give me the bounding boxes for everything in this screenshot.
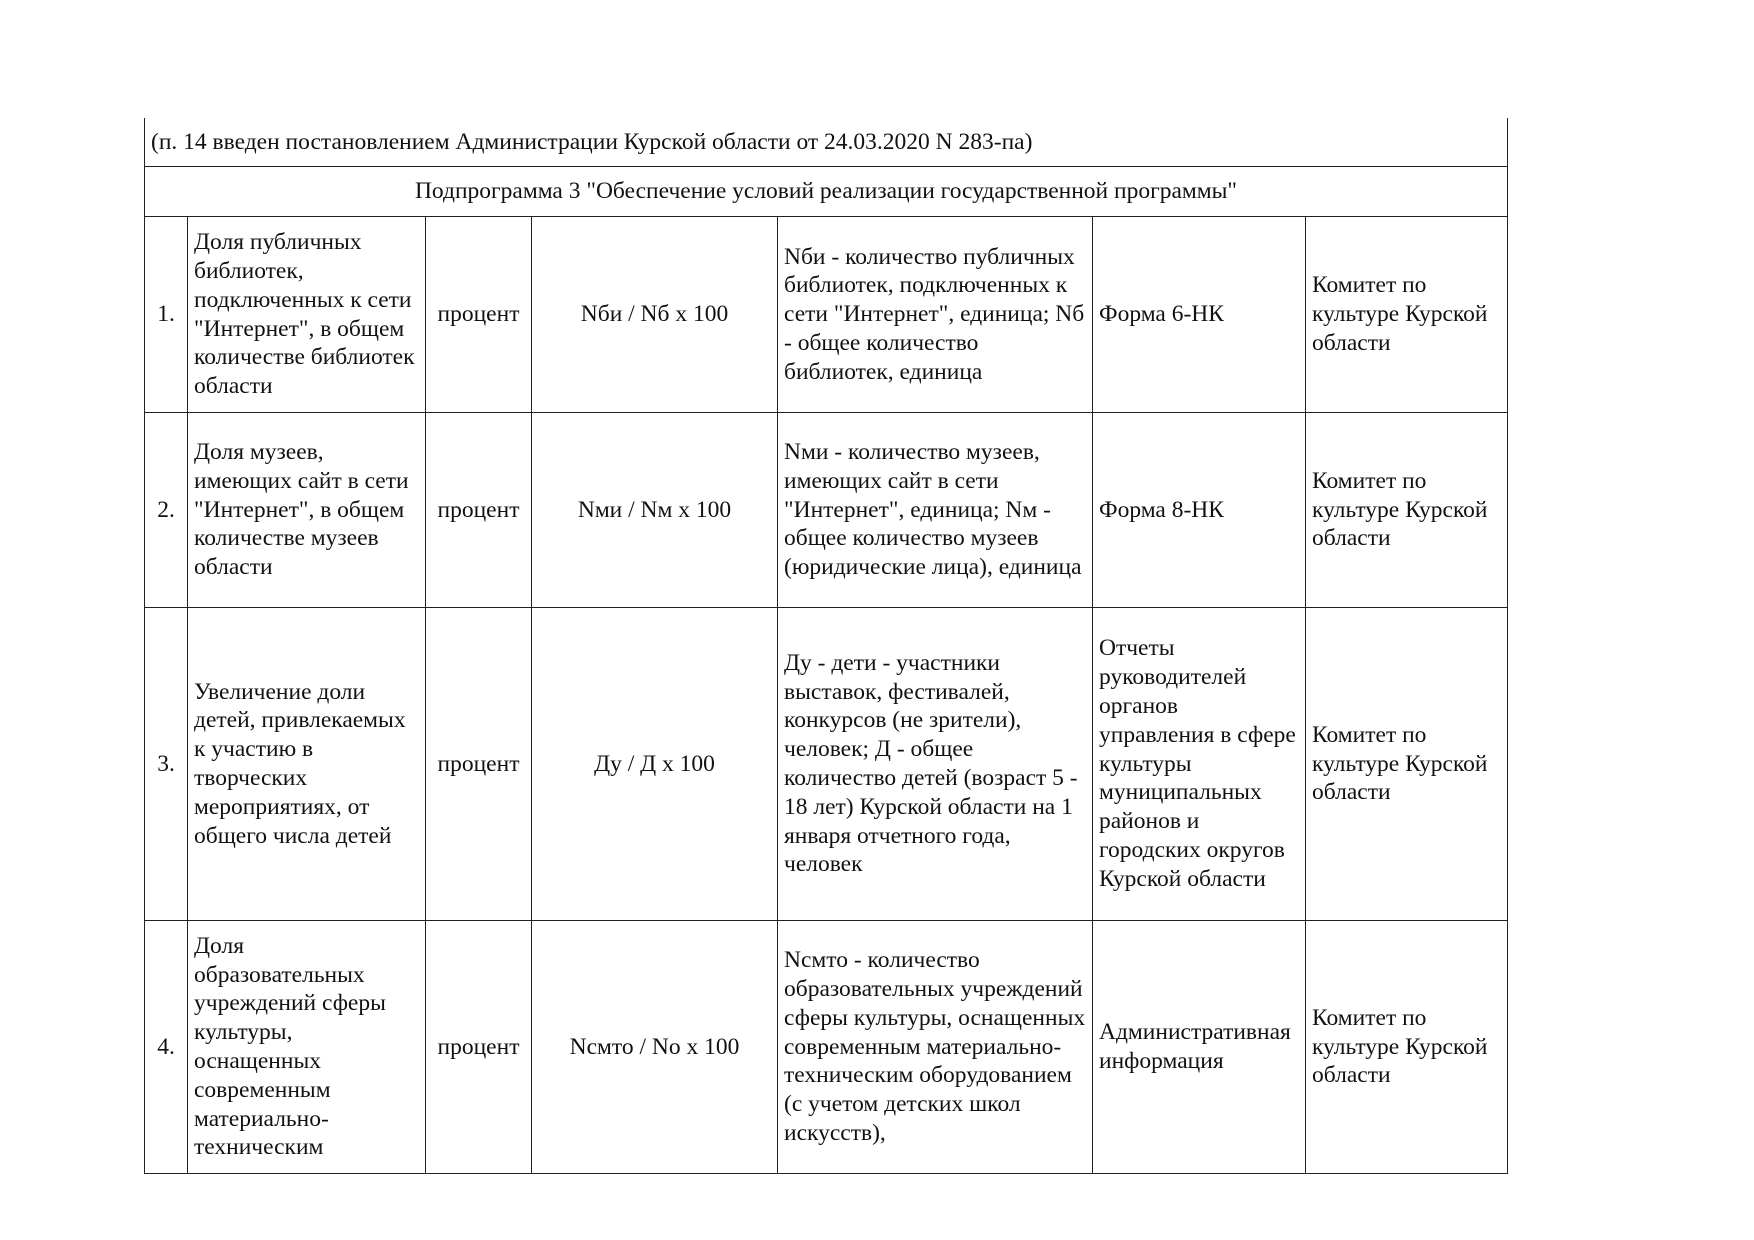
table-row <box>145 921 1508 1174</box>
row-number: 4. <box>145 921 188 1174</box>
formula: Ду / Д x 100 <box>532 608 778 921</box>
amendment-note: (п. 14 введен постановлением Администрации Курской области от 24.03.2020 N 283-па) <box>145 118 1508 167</box>
responsible: Комитет по культуре Курской области <box>1306 608 1508 921</box>
data-source: Отчеты руководителей органов управления в сфере культуры муниципальных районов и городских округов Курской области <box>1093 608 1306 921</box>
row-number: 3. <box>145 608 188 921</box>
subprogram-title: Подпрограмма 3 "Обеспечение условий реализации государственной программы" <box>145 167 1508 217</box>
subprogram-row <box>145 167 1508 217</box>
formula: Nми / Nм x 100 <box>532 413 778 608</box>
table-row <box>145 413 1508 608</box>
definition: Nми - количество музеев, имеющих сайт в сети "Интернет", единица; Nм - общее количество музеев (юридические лица), единица <box>778 413 1093 608</box>
indicator-name: Доля публичных библиотек, подключенных к сети "Интернет", в общем количестве библиотек области <box>188 217 426 413</box>
responsible: Комитет по культуре Курской области <box>1306 413 1508 608</box>
responsible: Комитет по культуре Курской области <box>1306 921 1508 1174</box>
table-row <box>145 608 1508 921</box>
row-number: 2. <box>145 413 188 608</box>
note-row <box>145 118 1508 167</box>
definition: Nби - количество публичных библиотек, подключенных к сети "Интернет", единица; Nб - общее количество библиотек, единица <box>778 217 1093 413</box>
formula: Nби / Nб x 100 <box>532 217 778 413</box>
responsible: Комитет по культуре Курской области <box>1306 217 1508 413</box>
table-row <box>145 217 1508 413</box>
unit: процент <box>426 217 532 413</box>
indicator-name: Увеличение доли детей, привлекаемых к участию в творческих мероприятиях, от общего числа детей <box>188 608 426 921</box>
definition: Nсмто - количество образовательных учреждений сферы культуры, оснащенных современным материально-техническим оборудованием (с учетом детских школ искусств), <box>778 921 1093 1174</box>
formula: Nсмто / No x 100 <box>532 921 778 1174</box>
indicator-name: Доля образовательных учреждений сферы культуры, оснащенных современным материально-техническим <box>188 921 426 1174</box>
unit: процент <box>426 413 532 608</box>
data-source: Форма 8-НК <box>1093 413 1306 608</box>
row-number: 1. <box>145 217 188 413</box>
indicator-name: Доля музеев, имеющих сайт в сети "Интернет", в общем количестве музеев области <box>188 413 426 608</box>
unit: процент <box>426 608 532 921</box>
definition: Ду - дети - участники выставок, фестивалей, конкурсов (не зрители), человек; Д - общее количество детей (возраст 5 - 18 лет) Курской области на 1 января отчетного года, человек <box>778 608 1093 921</box>
indicators-table <box>144 118 1508 1174</box>
data-source: Форма 6-НК <box>1093 217 1306 413</box>
data-source: Административная информация <box>1093 921 1306 1174</box>
unit: процент <box>426 921 532 1174</box>
